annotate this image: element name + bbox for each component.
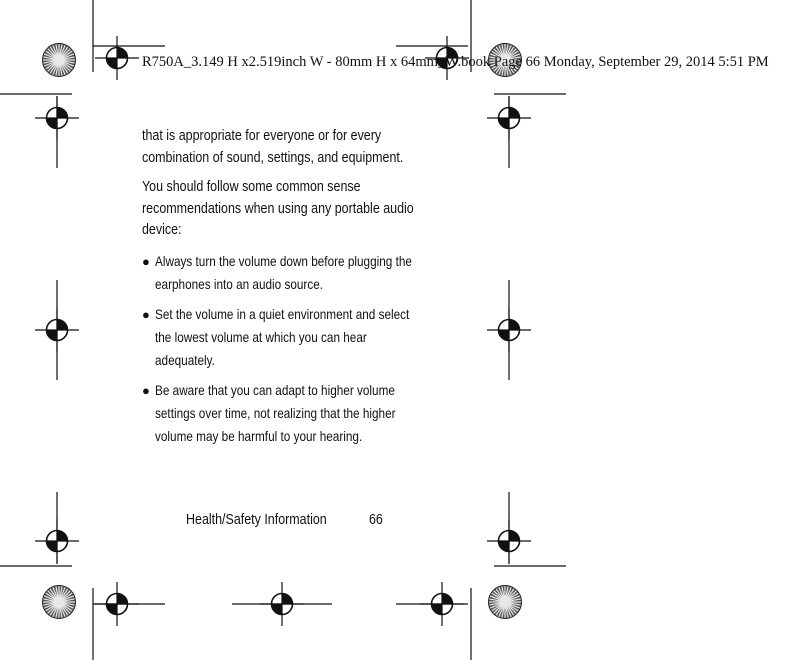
recommendation-list [142,250,427,448]
body-paragraph: that is appropriate for everyone or for every combination of sound, settings, and equipment. [142,128,404,166]
list-item [142,303,427,372]
body-paragraph: You should follow some common sense recommendations when using any portable audio device: [142,179,414,238]
list-item-text: Set the volume in a quiet environment and select the lowest volume at which you can hear adequately. [155,305,410,368]
page-body [142,126,427,455]
list-item [142,379,427,448]
bullet-icon: ● [142,253,150,269]
list-item-text: Always turn the volume down before plugging the earphones into an audio source. [155,252,412,292]
bullet-icon: ● [142,306,150,322]
bullet-icon: ● [142,382,150,398]
page-number: 66 [369,512,383,528]
list-item [142,250,427,296]
list-item-text: Be aware that you can adapt to higher volume settings over time, not realizing that the higher volume may be harmful to your hearing. [155,381,396,444]
print-slug-line: R750A_3.149 H x2.519inch W - 80mm H x 64mm_W.book Page 66 Monday, September 29, 2014 5:51 PM [142,54,769,70]
footer-section-title: Health/Safety Information [186,512,327,528]
